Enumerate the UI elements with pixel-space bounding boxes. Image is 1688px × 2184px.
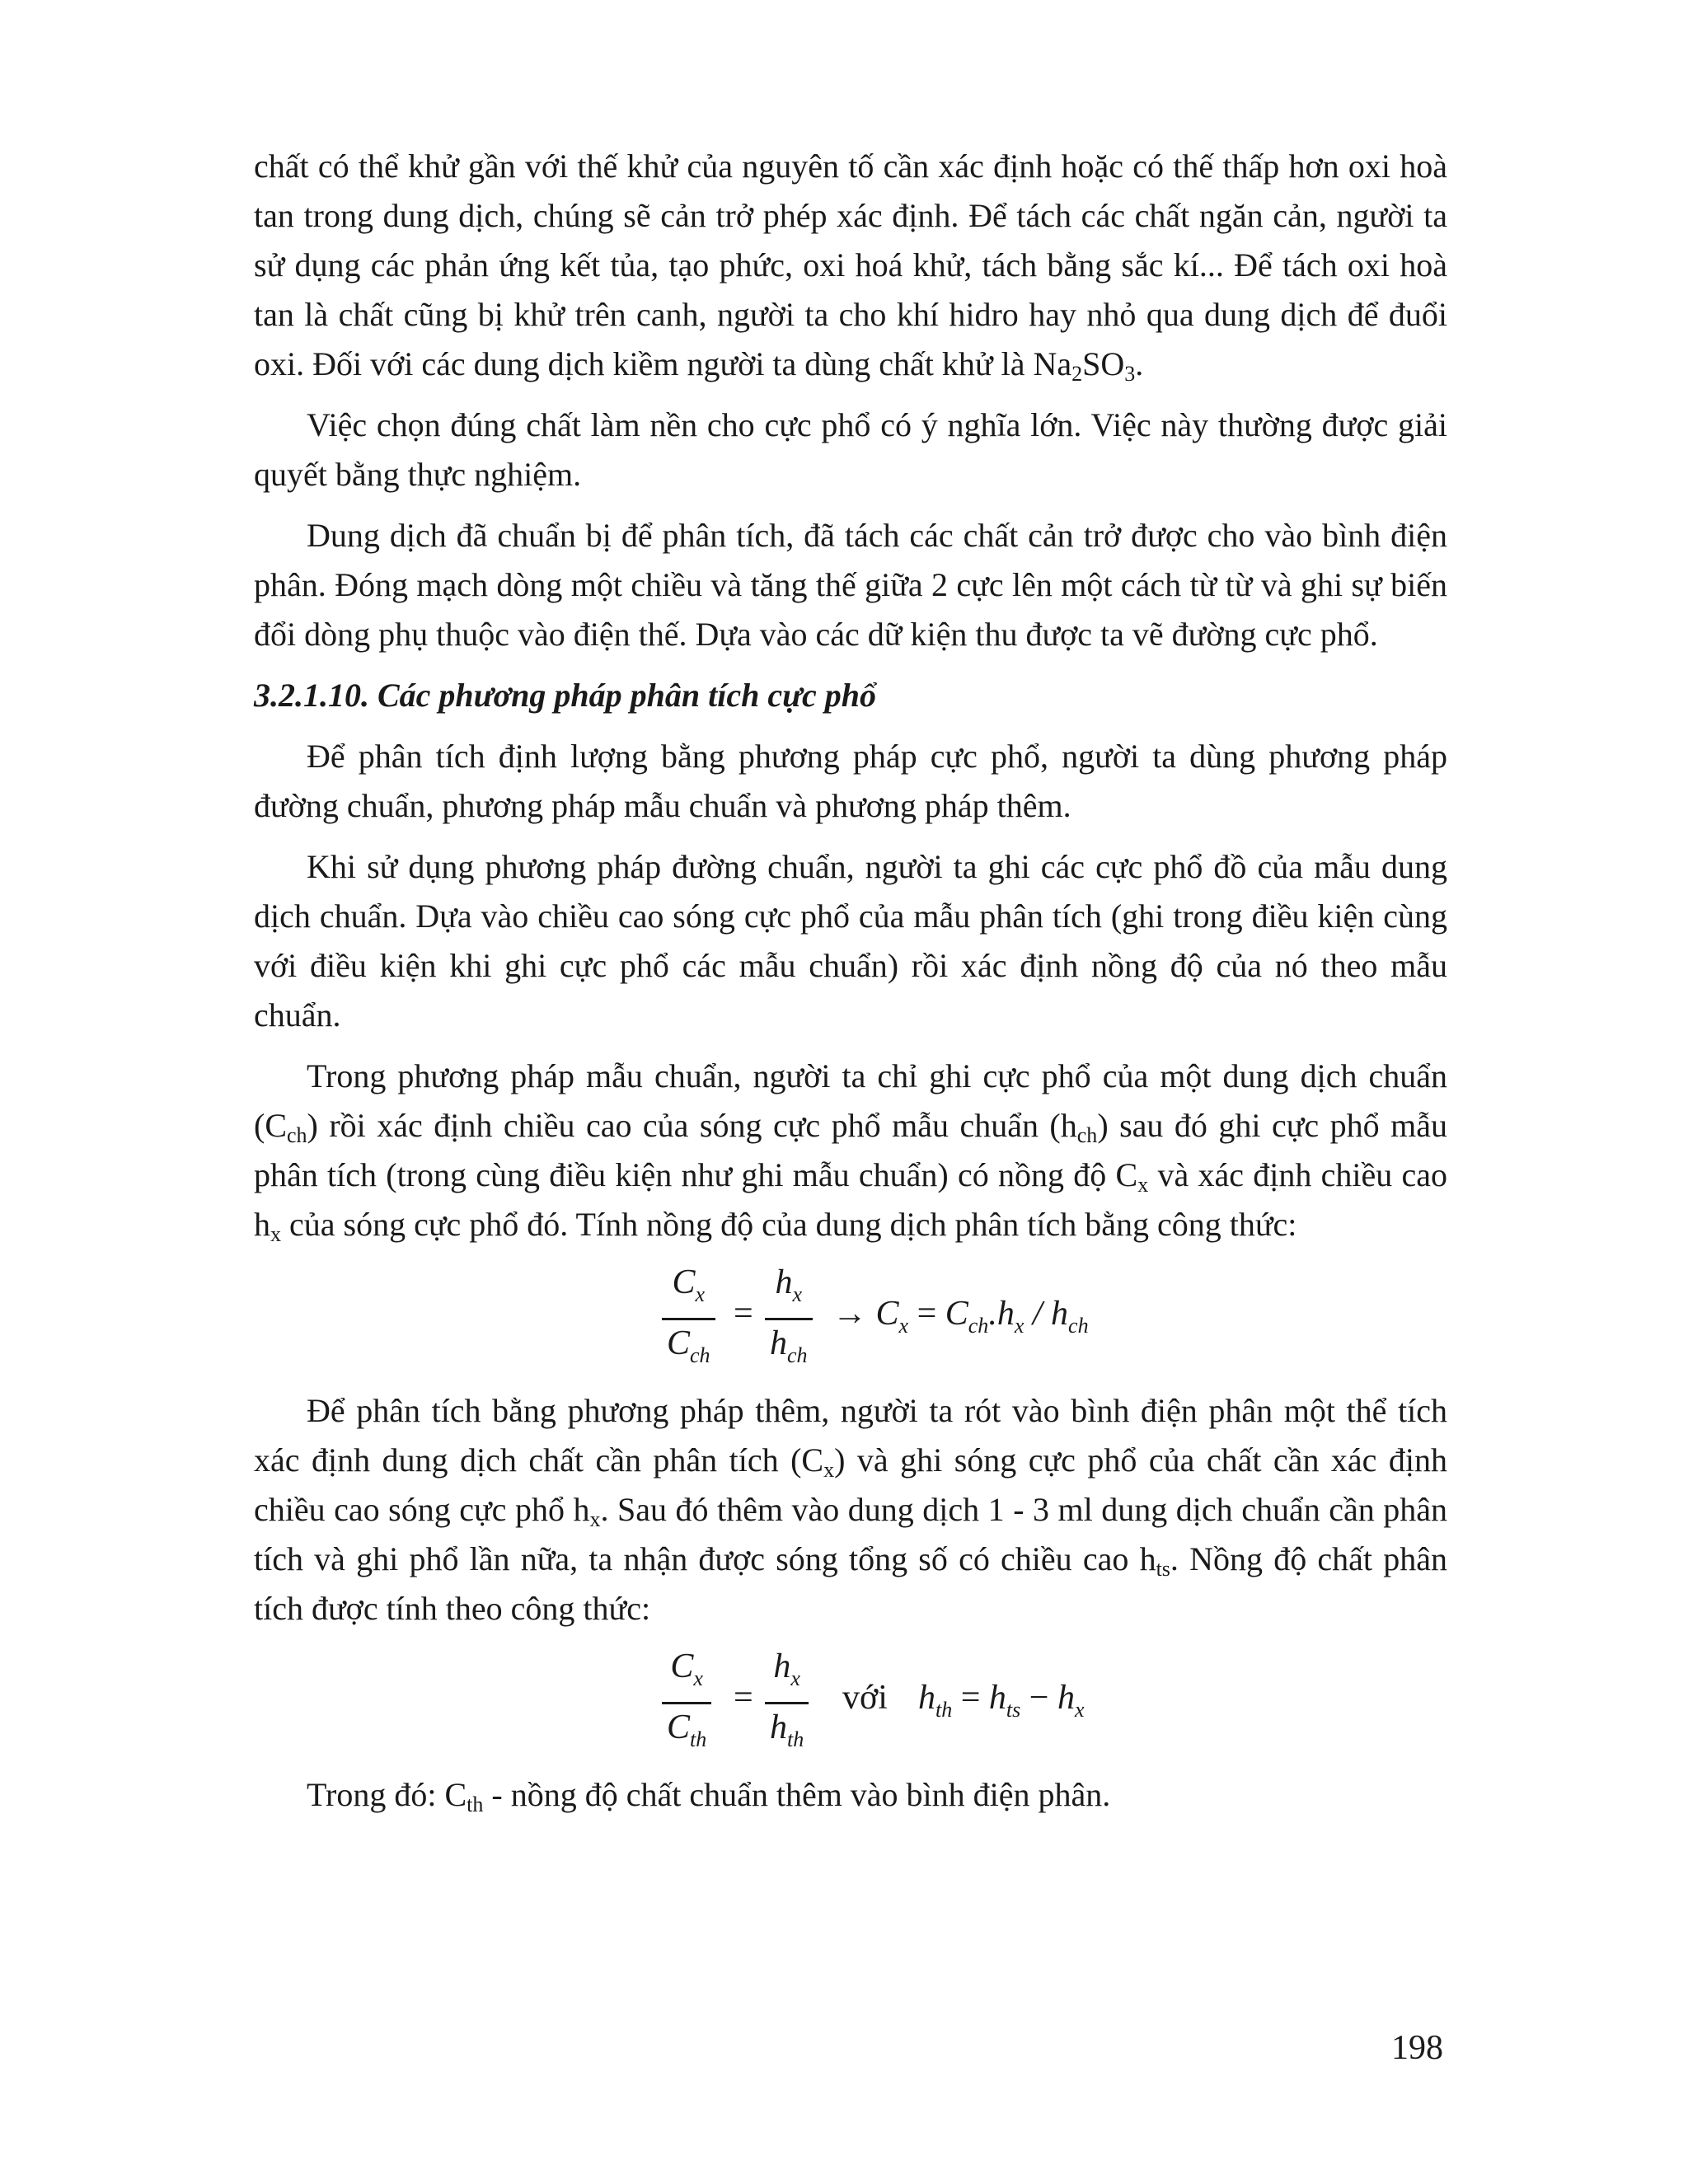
paragraph-6-text: và xác định chiều cao h	[254, 1156, 1447, 1243]
paragraph-6-text: Trong phương pháp mẫu chuẩn, người ta chỉ ghi cực phổ của một dung dịch chuẩn (C	[254, 1057, 1447, 1144]
subscript: x	[823, 1458, 835, 1482]
paragraph-6-text: của sóng cực phổ đó. Tính nồng độ của dung dịch phân tích bằng công thức:	[281, 1206, 1297, 1243]
paragraph-6	[254, 1052, 1447, 1249]
fraction-hx-hth: $h_x$ $h_{th}$	[765, 1645, 809, 1761]
paragraph-8	[254, 1770, 1447, 1820]
paragraph-8-text: Trong đó: C	[307, 1776, 467, 1813]
formula-standard-sample	[254, 1261, 1447, 1368]
subscript: x	[1137, 1173, 1149, 1197]
paragraph-1	[254, 142, 1447, 389]
equals-sign: =	[734, 1679, 753, 1717]
subscript: ts	[1156, 1557, 1170, 1581]
body-text	[254, 142, 1447, 1831]
equals-sign: =	[734, 1295, 753, 1333]
paragraph-6-text: ) rồi xác định chiều cao của sóng cực phổ mẫu chuẩn (h	[307, 1107, 1077, 1144]
paragraph-7-text: . Nồng độ chất phân tích được tính theo công thức:	[254, 1540, 1448, 1627]
paragraph-1-text: chất có thể khử gần với thế khử của nguyên tố cần xác định hoặc có thế thấp hơn oxi hoà tan trong dung dịch, chúng sẽ cản trở phép xác định. Để tách các chất ngăn cản, người ta sử dụng các phản ứng kết tủa, tạo phức, oxi hoá khử, tách bằng sắc kí... Để tách oxi hoà tan là chất cũng bị khử trên canh, người ta cho khí hidro hay nhỏ qua dung dịch để đuổi oxi. Đối với các dung dịch kiềm người ta dùng chất khử là Na	[254, 148, 1447, 382]
subscript: 3	[1124, 362, 1136, 386]
subscript: x	[589, 1507, 601, 1531]
section-heading: 3.2.1.10. Các phương pháp phân tích cực phổ	[254, 677, 877, 714]
paragraph-1-text: SO	[1082, 345, 1125, 382]
formula-addition-method	[254, 1645, 1447, 1752]
formula-rhs: → $C_x = C_{ch}.h_x / h_{ch}$	[832, 1295, 1089, 1338]
paragraph-7	[254, 1386, 1447, 1633]
paragraph-3: Dung dịch đã chuẩn bị để phân tích, đã tách các chất cản trở được cho vào bình điện phân. Đóng mạch dòng một chiều và tăng thế giữa 2 cực lên một cách từ từ và ghi sự biến đổi dòng phụ thuộc vào điện thế. Dựa vào các dữ kiện thu được ta vẽ đường cực phổ.	[254, 517, 1447, 653]
fraction-cx-cth: $C_x$ $C_{th}$	[662, 1645, 711, 1761]
paragraph-7-text: Để phân tích bằng phương pháp thêm, người ta rót vào bình điện phân một thể tích xác định dung dịch chất cần phân tích (C	[254, 1392, 1447, 1479]
paragraph-6-text: ) sau đó ghi cực phổ mẫu phân tích (trong cùng điều kiện như ghi mẫu chuẩn) có nồng độ C	[254, 1107, 1447, 1193]
subscript: th	[467, 1793, 484, 1816]
paragraph-2: Việc chọn đúng chất làm nền cho cực phổ có ý nghĩa lớn. Việc này thường được giải quyết bằng thực nghiệm.	[254, 406, 1447, 493]
fraction-cx-cch: $C_x$ $C_{ch}$	[662, 1261, 715, 1377]
paragraph-5: Khi sử dụng phương pháp đường chuẩn, người ta ghi các cực phổ đồ của mẫu dung dịch chuẩn. Dựa vào chiều cao sóng cực phổ của mẫu phân tích (ghi trong điều kiện cùng với điều kiện khi ghi cực phổ các mẫu chuẩn) rồi xác định nồng độ của nó theo mẫu chuẩn.	[254, 848, 1447, 1033]
subscript: ch	[1076, 1123, 1098, 1147]
formula-word: với	[842, 1679, 888, 1717]
subscript: 2	[1071, 362, 1083, 386]
paragraph-4: Để phân tích định lượng bằng phương pháp cực phổ, người ta dùng phương pháp đường chuẩn, phương pháp mẫu chuẩn và phương pháp thêm.	[254, 738, 1447, 824]
fraction-hx-hch: $h_x$ $h_{ch}$	[765, 1261, 813, 1377]
paragraph-7-text: . Sau đó thêm vào dung dịch 1 - 3 ml dung dịch chuẩn cần phân tích và ghi phổ lần nữa, ta nhận được sóng tổng số có chiều cao h	[254, 1491, 1447, 1577]
paragraph-8-text: - nồng độ chất chuẩn thêm vào bình điện phân.	[483, 1776, 1111, 1813]
subscript: ch	[287, 1123, 307, 1147]
page-number: 198	[1391, 2029, 1443, 2067]
paragraph-7-text: ) và ghi sóng cực phổ của chất cần xác định chiều cao sóng cực phổ h	[254, 1441, 1447, 1528]
formula-rhs: $h_{th} = h_{ts} - h_x$	[918, 1679, 1085, 1722]
paragraph-1-text: .	[1135, 345, 1144, 382]
subscript: x	[270, 1222, 281, 1246]
